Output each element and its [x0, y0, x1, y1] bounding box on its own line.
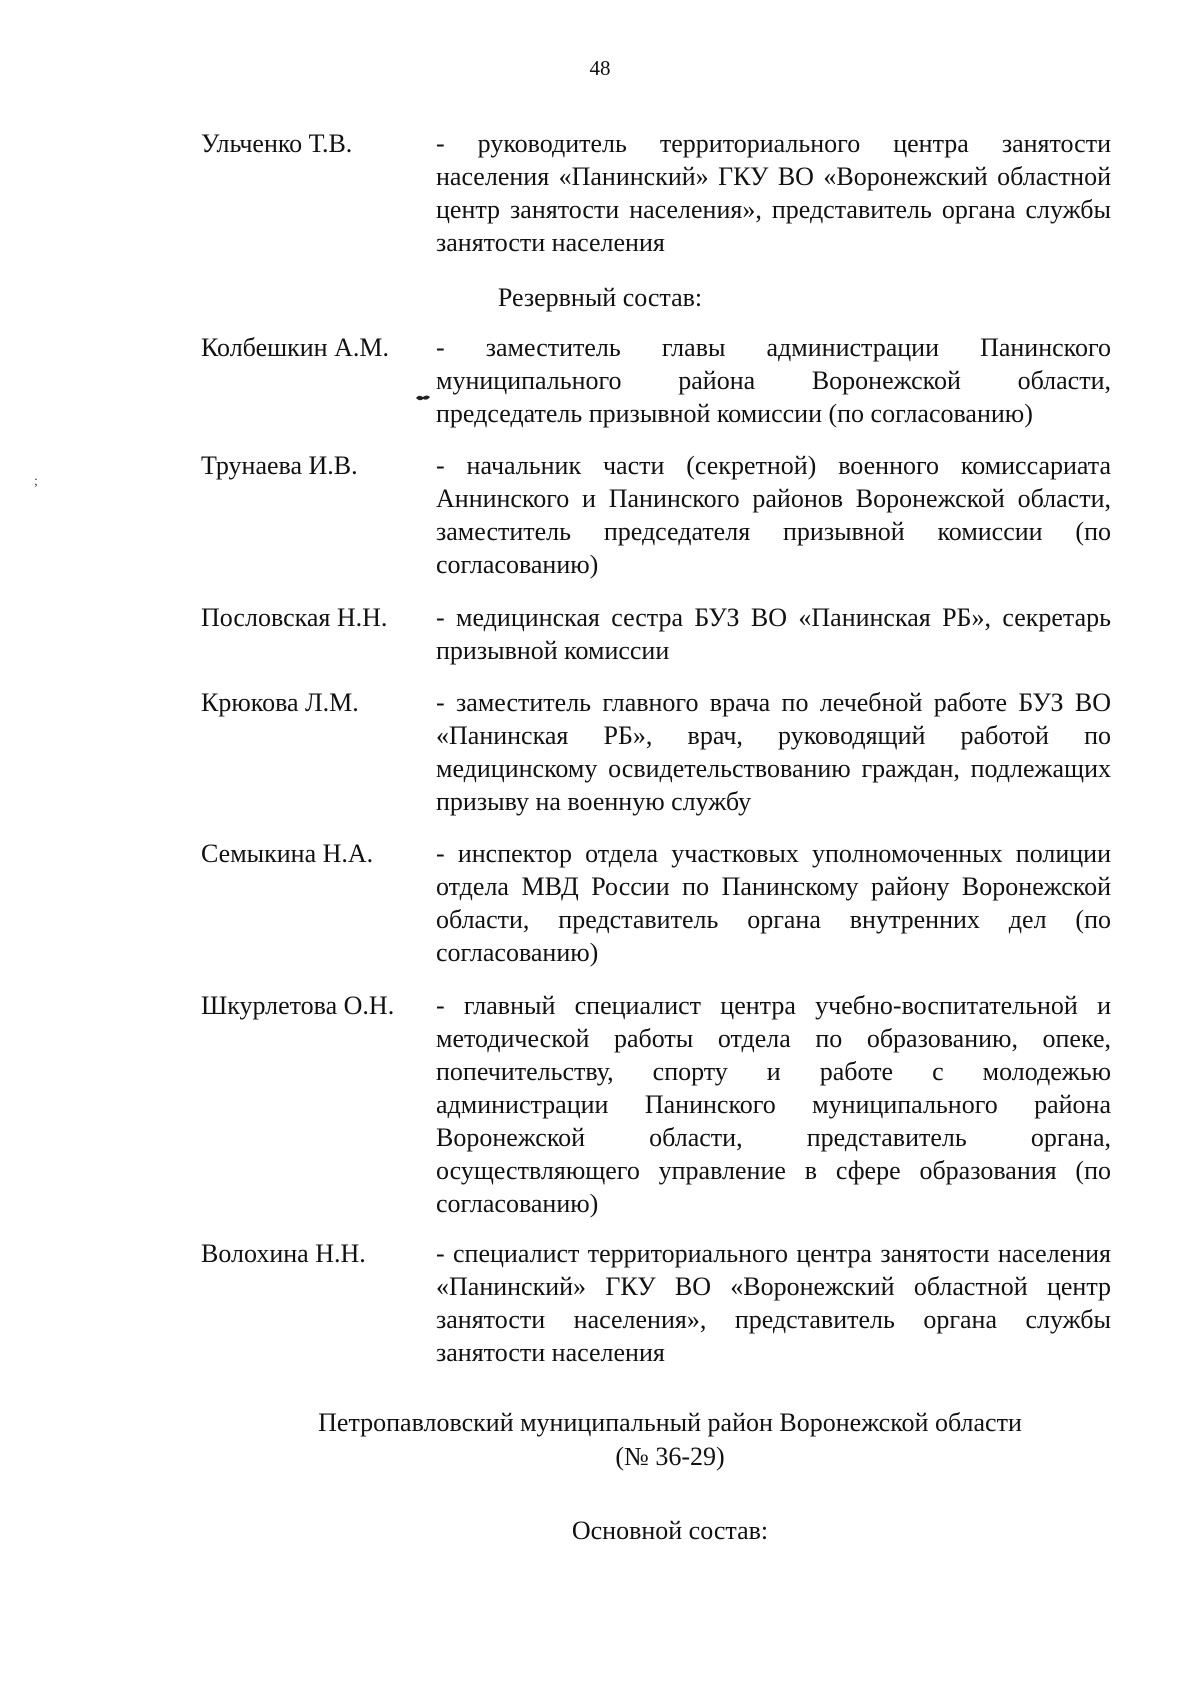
- member-entry-ulchenko: [201, 127, 1111, 259]
- reserve-heading: Резервный состав:: [497, 283, 703, 312]
- member-entry-semykina: [201, 837, 1111, 969]
- member-entry-volokhina: [201, 1237, 1111, 1369]
- member-name: Шкурлетова О.Н.: [201, 991, 395, 1020]
- member-name: Трунаева И.В.: [201, 451, 358, 480]
- member-name: Ульченко Т.В.: [201, 129, 353, 158]
- member-name: Колбешкин А.М.: [201, 333, 389, 362]
- member-name: Крюкова Л.М.: [201, 688, 359, 717]
- member-description: - инспектор отдела участковых уполномоченных полиции отдела МВД России по Панинскому району Воронежской области, представитель органа внутренних дел (по согласованию): [436, 839, 1111, 967]
- member-name: Семыкина Н.А.: [201, 839, 374, 868]
- member-entry-kryukova: [201, 686, 1111, 818]
- member-entry-kolbeshkin: [201, 331, 1111, 430]
- district-number: (№ 36-29): [615, 1442, 725, 1471]
- member-description: - руководитель территориального центра занятости населения «Панинский» ГКУ ВО «Воронежский областной центр занятости населения», представитель органа службы занятости населения: [436, 129, 1111, 257]
- ink-blot-mark: [415, 393, 431, 403]
- member-entry-trunaeva: [201, 449, 1111, 581]
- member-description: - начальник части (секретной) военного комиссариата Аннинского и Панинского районов Воронежской области, заместитель председателя призывной комиссии (по согласованию): [436, 451, 1111, 579]
- margin-mark: ;: [34, 474, 38, 489]
- member-entry-shkurletova: [201, 989, 1111, 1220]
- member-description: - главный специалист центра учебно-воспитательной и методической работы отдела по образованию, опеке, попечительству, спорту и работе с молодежью администрации Панинского муниципального района Воронежской области, представитель органа, осуществляющего управление в сфере образования (по согласованию): [436, 991, 1111, 1218]
- member-entry-poslovskaya: [201, 601, 1111, 667]
- member-description: - специалист территориального центра занятости населения «Панинский» ГКУ ВО «Воронежский областной центр занятости населения», представитель органа службы занятости населения: [436, 1239, 1111, 1367]
- page-number: 48: [589, 56, 611, 80]
- member-description: - заместитель главного врача по лечебной работе БУЗ ВО «Панинская РБ», врач, руководящий работой по медицинскому освидетельствованию граждан, подлежащих призыву на военную службу: [436, 688, 1111, 816]
- main-heading: Основной состав:: [571, 1516, 769, 1545]
- member-description: - заместитель главы администрации Панинского муниципального района Воронежской области, председатель призывной комиссии (по согласованию): [436, 333, 1111, 428]
- member-description: - медицинская сестра БУЗ ВО «Панинская РБ», секретарь призывной комиссии: [436, 603, 1111, 665]
- member-name: Пословская Н.Н.: [201, 603, 388, 632]
- district-title: Петропавловский муниципальный район Воронежской области: [318, 1408, 1022, 1437]
- member-name: Волохина Н.Н.: [201, 1239, 366, 1268]
